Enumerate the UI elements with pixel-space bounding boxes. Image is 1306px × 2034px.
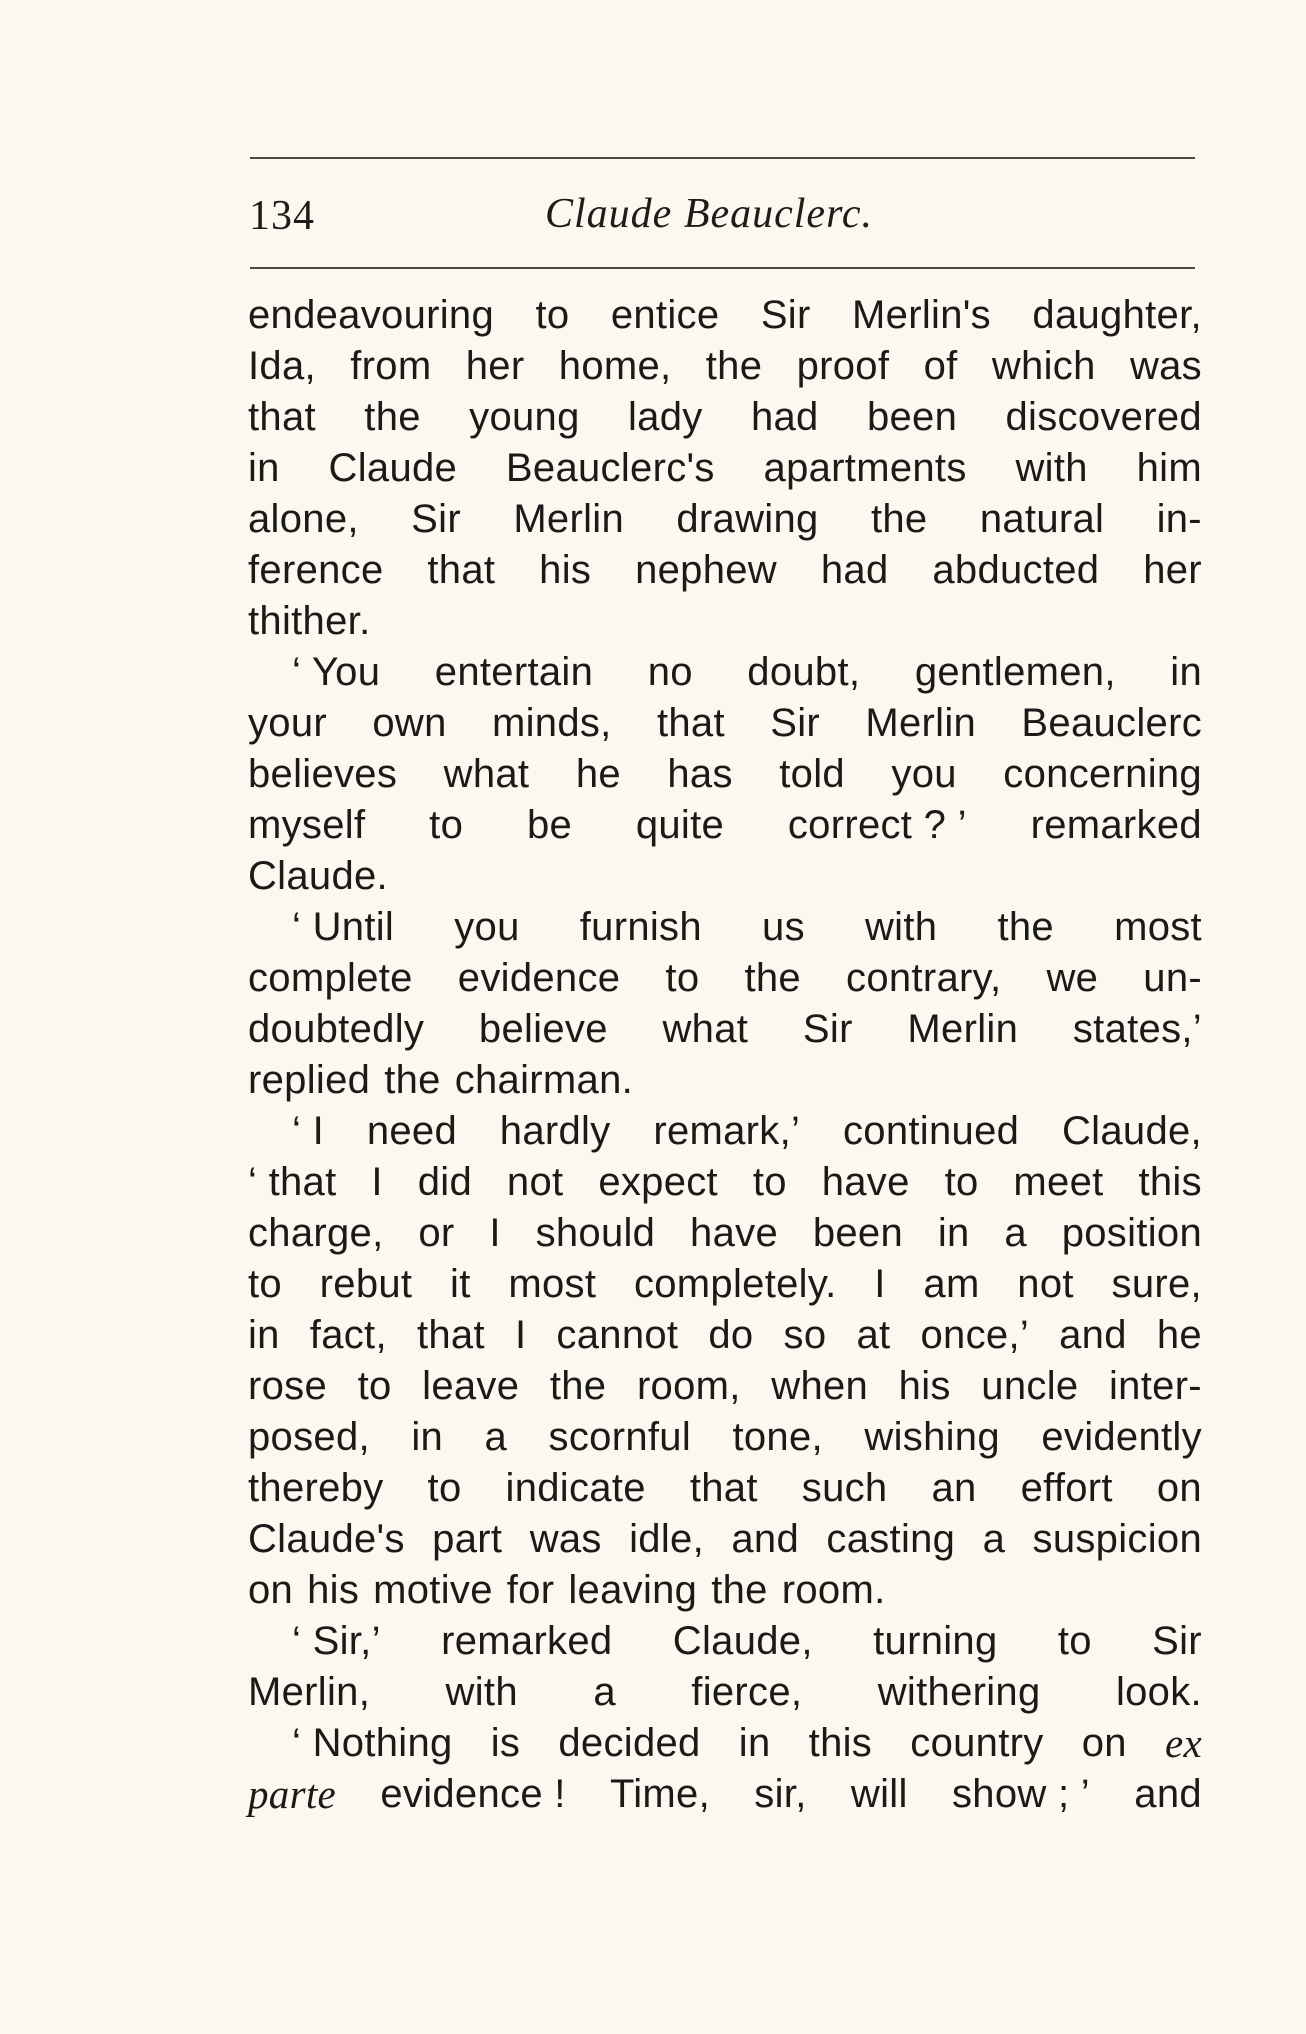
- word: expect: [598, 1160, 718, 1204]
- word: Claude,: [672, 1619, 813, 1663]
- word: to: [665, 956, 700, 1000]
- word: the: [870, 497, 928, 541]
- word: it: [450, 1262, 471, 1306]
- text-line: [248, 1106, 1202, 1157]
- word: casting: [826, 1517, 956, 1561]
- word: or: [418, 1211, 455, 1255]
- word: thither.: [248, 599, 371, 643]
- word: you: [454, 905, 520, 949]
- word: with: [1015, 446, 1088, 490]
- text-line: [248, 341, 1202, 392]
- word: Time,: [609, 1772, 710, 1816]
- text-line: [248, 698, 1202, 749]
- text-line: [248, 1157, 1202, 1208]
- word: is: [490, 1721, 521, 1765]
- word: sir,: [754, 1772, 807, 1816]
- word: charge,: [248, 1211, 384, 1255]
- word: for: [506, 1568, 555, 1612]
- word: Merlin,: [248, 1670, 371, 1714]
- word: gentlemen,: [914, 650, 1116, 694]
- word: he: [575, 752, 621, 796]
- page-number: 134: [249, 193, 315, 239]
- word: Merlin: [513, 497, 625, 541]
- word: young: [469, 395, 580, 439]
- word: the: [997, 905, 1054, 949]
- word: in: [248, 446, 280, 490]
- text-line: [248, 290, 1202, 341]
- word: to: [535, 293, 570, 337]
- word: country: [910, 1721, 1044, 1765]
- word: effort: [1020, 1466, 1113, 1510]
- text-line: [248, 647, 1202, 698]
- word: meet: [1013, 1160, 1104, 1204]
- word: had: [750, 395, 819, 439]
- word: on: [1156, 1466, 1202, 1510]
- word: the: [705, 344, 763, 388]
- word: has: [667, 752, 733, 796]
- word: entice: [610, 293, 720, 337]
- word: room.: [781, 1568, 886, 1612]
- word: proof: [796, 344, 890, 388]
- text-line: [248, 851, 1202, 902]
- word: states,’: [1072, 1007, 1202, 1051]
- word: remarked: [441, 1619, 613, 1663]
- text-line: [248, 953, 1202, 1004]
- word: ‘ that: [248, 1160, 337, 1204]
- word: remark,’: [653, 1109, 801, 1153]
- word: in: [1170, 650, 1202, 694]
- word: daughter,: [1032, 293, 1202, 337]
- word: was: [529, 1517, 602, 1561]
- word: most: [1114, 905, 1202, 949]
- word: been: [812, 1211, 903, 1255]
- word: that: [416, 1313, 485, 1357]
- text-line: [248, 1514, 1202, 1565]
- word: to: [429, 803, 464, 847]
- word: Merlin: [907, 1007, 1019, 1051]
- text-line: [248, 545, 1202, 596]
- italic-word: ex: [1164, 1720, 1202, 1766]
- word: do: [708, 1313, 754, 1357]
- word: you: [891, 752, 957, 796]
- word: completely.: [633, 1262, 837, 1306]
- word: I: [514, 1313, 527, 1357]
- word: quite: [635, 803, 725, 847]
- word: he: [1156, 1313, 1202, 1357]
- word: furnish: [579, 905, 702, 949]
- word: Sir: [411, 497, 461, 541]
- word: his: [539, 548, 592, 592]
- word: Beauclerc's: [505, 446, 715, 490]
- word: which: [991, 344, 1096, 388]
- text-line: [248, 443, 1202, 494]
- word: concerning: [1003, 752, 1202, 796]
- word: discovered: [1005, 395, 1202, 439]
- word: to: [427, 1466, 462, 1510]
- word: believe: [478, 1007, 608, 1051]
- word: that: [427, 548, 496, 592]
- word: look.: [1115, 1670, 1202, 1714]
- word: your: [248, 701, 328, 745]
- word: Beauclerc: [1021, 701, 1202, 745]
- word: part: [432, 1517, 503, 1561]
- text-line: [248, 1463, 1202, 1514]
- word: home,: [558, 344, 672, 388]
- word: on: [248, 1568, 294, 1612]
- word: drawing: [676, 497, 819, 541]
- word: hardly: [499, 1109, 611, 1153]
- word: cannot: [556, 1313, 679, 1357]
- word: the: [549, 1364, 607, 1408]
- word: to: [1057, 1619, 1092, 1663]
- text-line: [248, 800, 1202, 851]
- word: fact,: [309, 1313, 387, 1357]
- word: in: [411, 1415, 444, 1459]
- header-bottom-rule: [250, 267, 1195, 269]
- word: wishing: [864, 1415, 1000, 1459]
- word: the: [711, 1568, 768, 1612]
- word: have: [821, 1160, 910, 1204]
- word: scornful: [548, 1415, 692, 1459]
- word: a: [484, 1415, 508, 1459]
- word: to: [752, 1160, 787, 1204]
- word: motive: [373, 1568, 493, 1612]
- word: that: [656, 701, 725, 745]
- word: minds,: [491, 701, 612, 745]
- word: room,: [636, 1364, 741, 1408]
- text-line: [248, 1565, 1202, 1616]
- word: alone,: [248, 497, 359, 541]
- text-line: [248, 1412, 1202, 1463]
- word: doubtedly: [248, 1007, 425, 1051]
- text-line: [248, 1769, 1202, 1820]
- word: rose: [248, 1364, 328, 1408]
- word: ‘ You: [292, 650, 381, 694]
- word: and: [1134, 1772, 1202, 1816]
- word: was: [1129, 344, 1202, 388]
- text-line: [248, 749, 1202, 800]
- italic-word: parte: [248, 1771, 337, 1817]
- word: told: [779, 752, 845, 796]
- word: on: [1081, 1721, 1127, 1765]
- word: suspicion: [1032, 1517, 1202, 1561]
- word: this: [1138, 1160, 1202, 1204]
- text-line: [248, 1361, 1202, 1412]
- word: Merlin: [865, 701, 977, 745]
- word: own: [372, 701, 447, 745]
- word: ‘ I: [292, 1109, 325, 1153]
- word: and: [731, 1517, 800, 1561]
- word: will: [850, 1772, 908, 1816]
- word: I: [489, 1211, 501, 1255]
- word: of: [923, 344, 958, 388]
- body-text: [248, 290, 1202, 1820]
- word: with: [445, 1670, 518, 1714]
- text-line: [248, 596, 1202, 647]
- word: have: [690, 1211, 778, 1255]
- word: such: [801, 1466, 888, 1510]
- word: thereby: [248, 1466, 384, 1510]
- word: natural: [979, 497, 1105, 541]
- word: the: [364, 395, 421, 439]
- word: Merlin's: [852, 293, 991, 337]
- word: to: [248, 1262, 282, 1306]
- word: ‘ Until: [292, 905, 395, 949]
- word: withering: [877, 1670, 1041, 1714]
- word: a: [593, 1670, 616, 1714]
- word: the: [744, 956, 801, 1000]
- word: ‘ Nothing: [292, 1721, 453, 1765]
- word: evidently: [1041, 1415, 1202, 1459]
- text-line: [248, 392, 1202, 443]
- word: Sir: [760, 293, 811, 337]
- word: and: [1059, 1313, 1127, 1357]
- word: abducted: [932, 548, 1100, 592]
- word: decided: [558, 1721, 701, 1765]
- word: lady: [628, 395, 703, 439]
- text-line: [248, 1718, 1202, 1769]
- word: a: [1004, 1211, 1027, 1255]
- text-line: [248, 902, 1202, 953]
- word: not: [1017, 1262, 1074, 1306]
- word: Claude,: [1061, 1109, 1202, 1153]
- word: be: [526, 803, 573, 847]
- word: Sir: [802, 1007, 853, 1051]
- word: Sir: [770, 701, 821, 745]
- word: him: [1136, 446, 1202, 490]
- word: when: [771, 1364, 869, 1408]
- word: inter-: [1109, 1364, 1202, 1408]
- word: am: [923, 1262, 980, 1306]
- word: posed,: [248, 1415, 370, 1459]
- word: to: [944, 1160, 979, 1204]
- word: from: [350, 344, 432, 388]
- word: nephew: [635, 548, 777, 592]
- word: complete: [248, 956, 413, 1000]
- word: tone,: [732, 1415, 823, 1459]
- word: Claude: [328, 446, 458, 490]
- word: should: [535, 1211, 656, 1255]
- word: rebut: [319, 1262, 413, 1306]
- text-line: [248, 1616, 1202, 1667]
- word: in-: [1156, 497, 1202, 541]
- word: chairman.: [454, 1058, 634, 1102]
- word: us: [762, 905, 805, 949]
- word: once,’: [920, 1313, 1030, 1357]
- word: this: [808, 1721, 873, 1765]
- word: been: [866, 395, 958, 439]
- word: the: [384, 1058, 441, 1102]
- word: continued: [843, 1109, 1020, 1153]
- word: contrary,: [846, 956, 1002, 1000]
- word: position: [1061, 1211, 1202, 1255]
- word: sure,: [1111, 1262, 1202, 1306]
- word: I: [874, 1262, 886, 1306]
- word: what: [443, 752, 530, 796]
- word: Claude's: [248, 1517, 405, 1561]
- word: ‘ Sir,’: [292, 1619, 381, 1663]
- text-line: [248, 1667, 1202, 1718]
- word: correct ? ’: [787, 803, 967, 847]
- word: entertain: [434, 650, 594, 694]
- word: most: [508, 1262, 597, 1306]
- word: in: [738, 1721, 771, 1765]
- word: believes: [248, 752, 398, 796]
- word: idle,: [629, 1517, 704, 1561]
- word: had: [820, 548, 889, 592]
- word: no: [647, 650, 693, 694]
- word: with: [865, 905, 938, 949]
- word: an: [931, 1466, 977, 1510]
- word: that: [689, 1466, 758, 1510]
- word: a: [982, 1517, 1006, 1561]
- header-top-rule: [250, 157, 1195, 159]
- word: at: [856, 1313, 891, 1357]
- word: did: [417, 1160, 473, 1204]
- word: his: [898, 1364, 951, 1408]
- word: so: [783, 1313, 827, 1357]
- text-line: [248, 1310, 1202, 1361]
- word: turning: [873, 1619, 998, 1663]
- word: evidence !: [380, 1772, 566, 1816]
- word: need: [366, 1109, 457, 1153]
- word: remarked: [1030, 803, 1202, 847]
- word: evidence: [457, 956, 621, 1000]
- word: her: [465, 344, 525, 388]
- word: not: [506, 1160, 564, 1204]
- word: endeavouring: [248, 293, 495, 337]
- word: I: [371, 1160, 383, 1204]
- word: we: [1046, 956, 1099, 1000]
- word: to: [357, 1364, 392, 1408]
- word: Claude.: [248, 854, 388, 898]
- word: doubt,: [747, 650, 861, 694]
- word: Ida,: [248, 344, 316, 388]
- text-line: [248, 1259, 1202, 1310]
- word: show ; ’: [951, 1772, 1090, 1816]
- text-line: [248, 1208, 1202, 1259]
- word: what: [662, 1007, 749, 1051]
- running-title: Claude Beauclerc.: [545, 191, 874, 237]
- word: that: [248, 395, 316, 439]
- word: indicate: [505, 1466, 646, 1510]
- word: apartments: [763, 446, 967, 490]
- text-line: [248, 1004, 1202, 1055]
- word: in: [248, 1313, 280, 1357]
- word: Sir: [1152, 1619, 1202, 1663]
- word: uncle: [981, 1364, 1079, 1408]
- word: replied: [248, 1058, 371, 1102]
- word: in: [937, 1211, 970, 1255]
- word: leave: [422, 1364, 520, 1408]
- word: leaving: [568, 1568, 698, 1612]
- word: un-: [1143, 956, 1202, 1000]
- word: ference: [248, 548, 384, 592]
- text-line: [248, 1055, 1202, 1106]
- word: myself: [248, 803, 366, 847]
- word: his: [307, 1568, 360, 1612]
- word: her: [1143, 548, 1202, 592]
- text-line: [248, 494, 1202, 545]
- word: fierce,: [691, 1670, 803, 1714]
